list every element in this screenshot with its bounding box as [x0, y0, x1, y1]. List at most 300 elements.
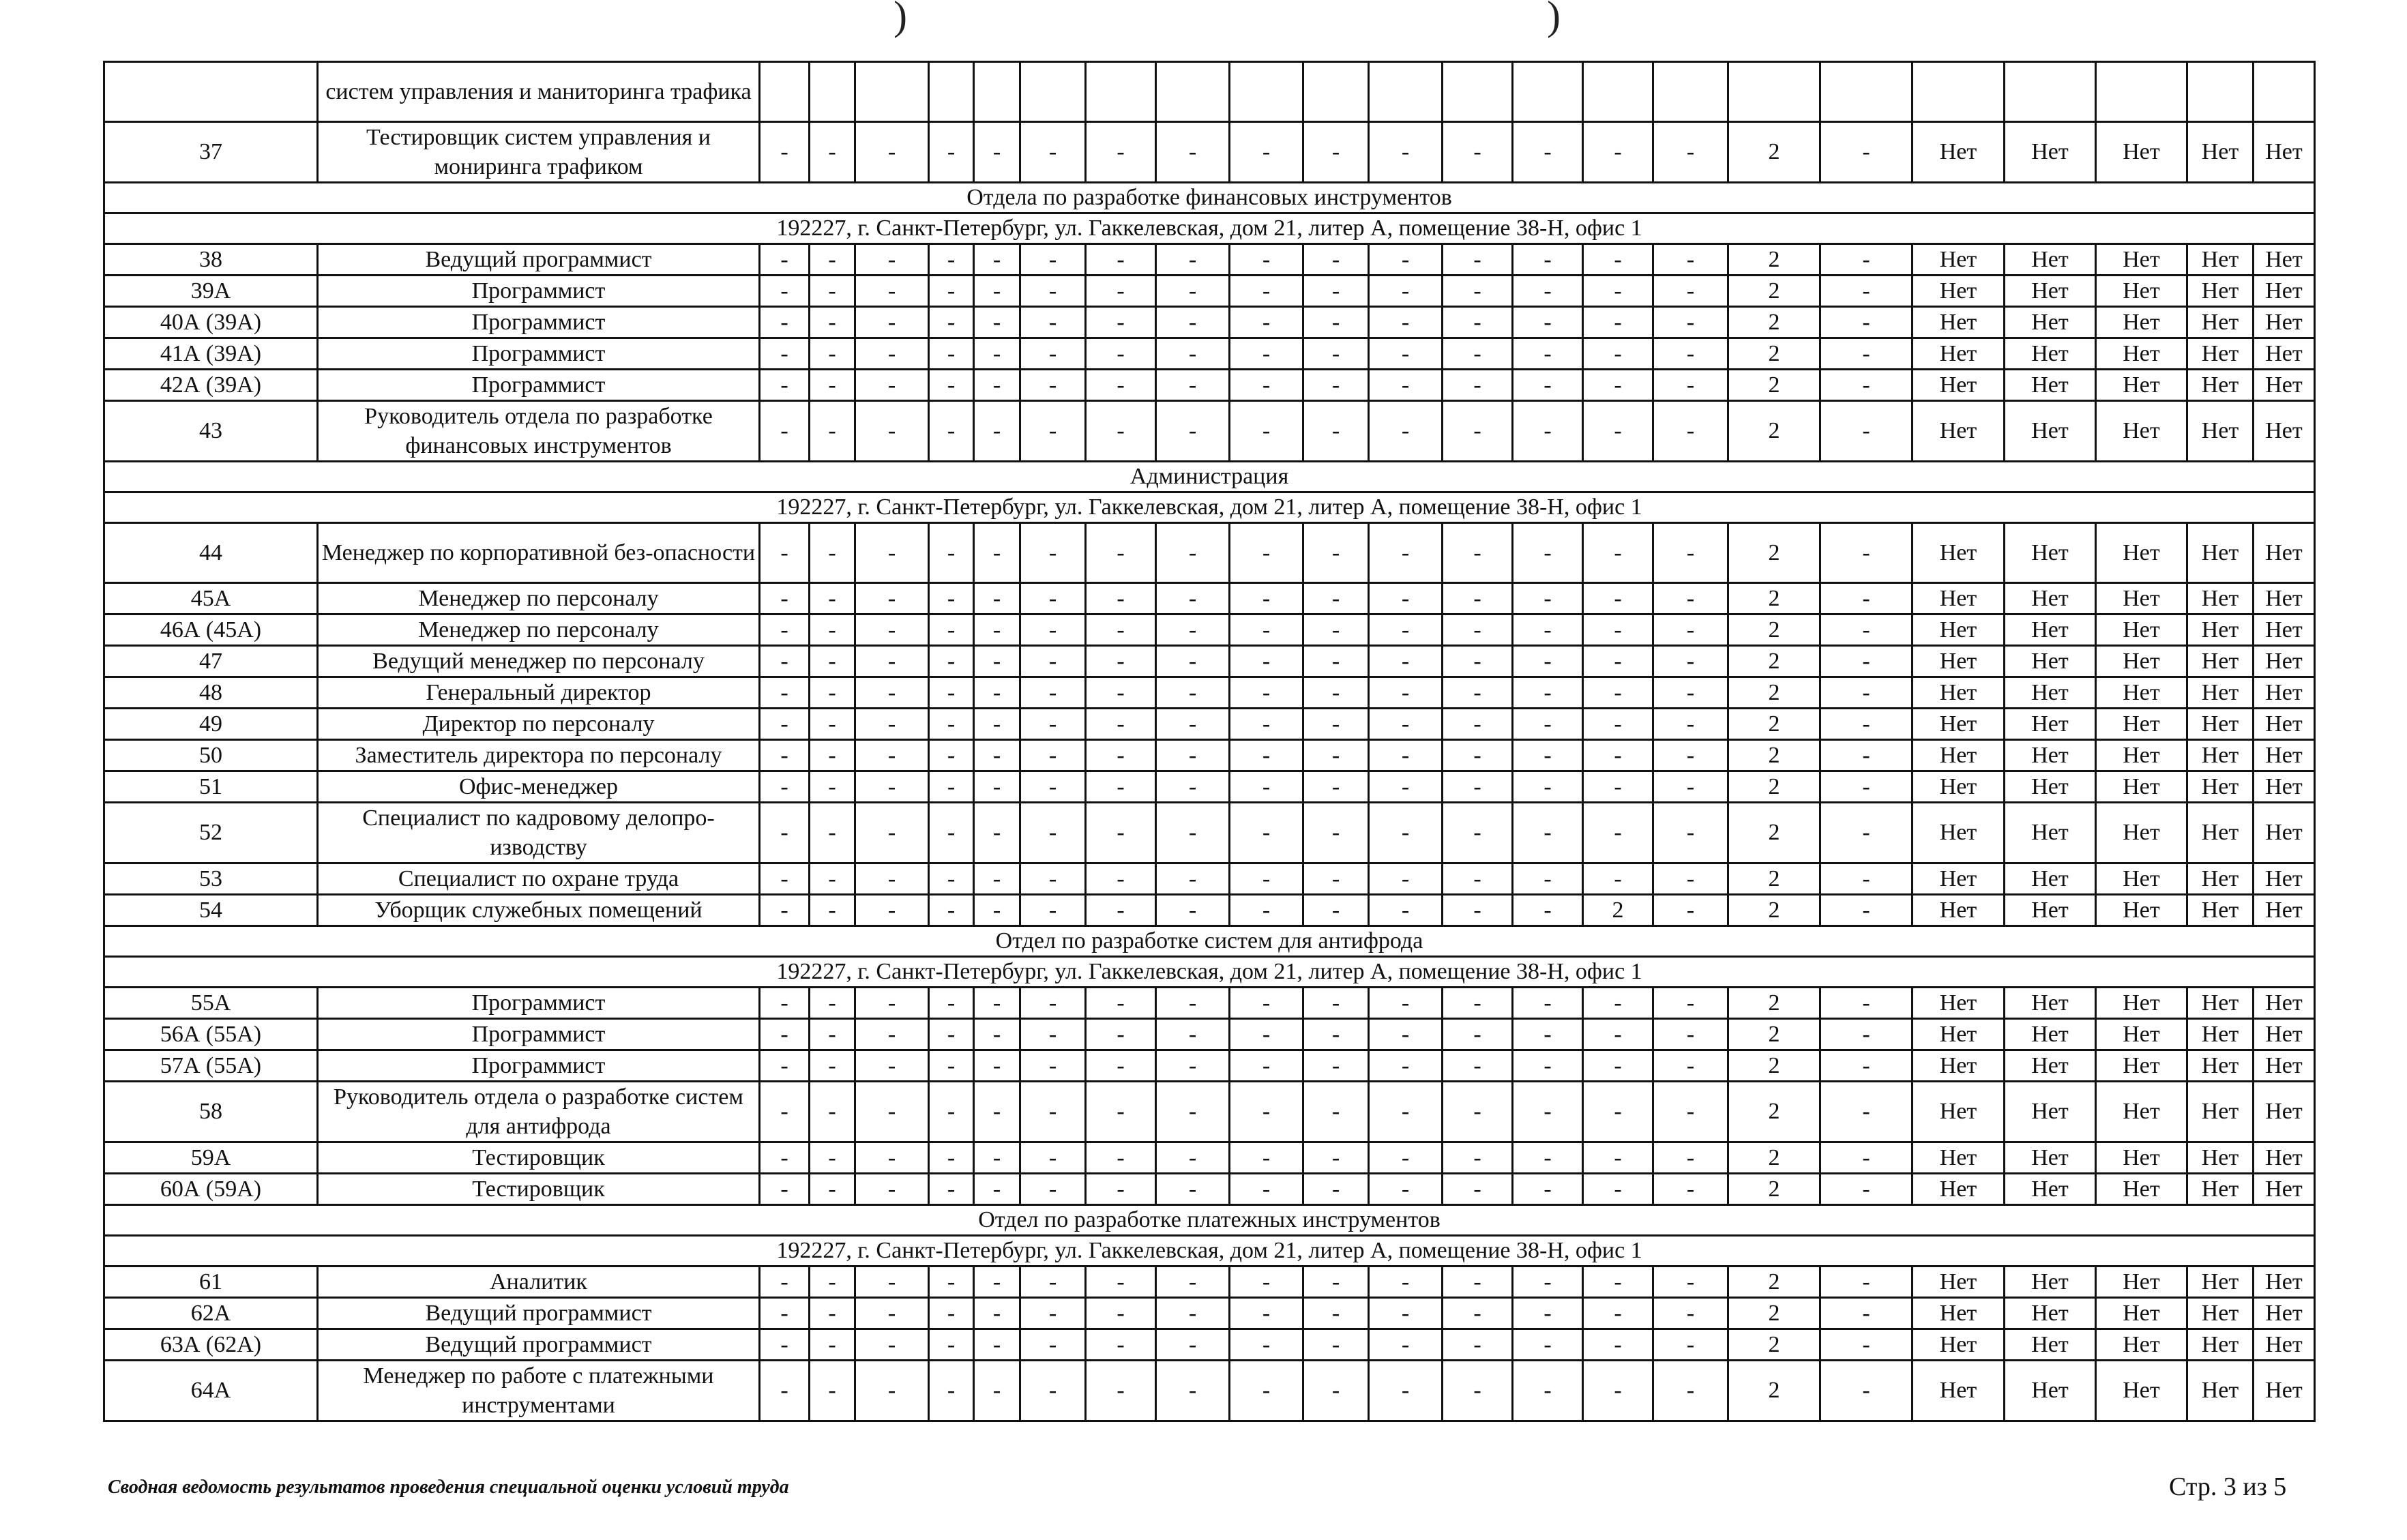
value-cell	[2005, 62, 2096, 122]
workplace-number: 51	[104, 771, 318, 803]
value-cell: Нет	[2187, 276, 2254, 307]
value-cell: -	[1369, 1267, 1443, 1298]
section-header-text: 192227, г. Санкт-Петербург, ул. Гаккелевская, дом 21, литер А, помещение 38-Н, офис 1	[104, 213, 2315, 244]
workplace-number: 46А (45А)	[104, 614, 318, 646]
assessment-table	[103, 61, 2316, 1422]
value-cell: -	[760, 1298, 810, 1329]
section-header-text: 192227, г. Санкт-Петербург, ул. Гаккелевская, дом 21, литер А, помещение 38-Н, офис 1	[104, 957, 2315, 988]
value-cell: -	[1156, 614, 1230, 646]
value-cell: -	[1086, 1019, 1156, 1050]
value-cell: -	[974, 646, 1020, 677]
value-cell: -	[810, 1050, 855, 1082]
value-cell: 2	[1728, 1298, 1820, 1329]
value-cell: -	[1820, 244, 1913, 276]
value-cell: -	[855, 1082, 929, 1142]
value-cell: -	[1513, 895, 1583, 926]
position-name: Ведущий менеджер по персоналу	[318, 646, 760, 677]
value-cell: 2	[1728, 122, 1820, 183]
value-cell: 2	[1728, 370, 1820, 401]
value-cell: -	[1369, 1050, 1443, 1082]
value-cell: -	[1443, 307, 1513, 338]
value-cell: -	[1156, 1361, 1230, 1421]
value-cell: Нет	[2187, 244, 2254, 276]
value-cell: -	[1230, 122, 1303, 183]
section-header-row	[104, 1205, 2315, 1236]
value-cell: -	[1230, 1267, 1303, 1298]
position-name: Менеджер по корпоративной без-опасности	[318, 523, 760, 583]
value-cell: -	[1443, 523, 1513, 583]
value-cell: -	[810, 614, 855, 646]
value-cell: Нет	[2254, 370, 2315, 401]
value-cell: -	[1513, 244, 1583, 276]
workplace-number: 58	[104, 1082, 318, 1142]
value-cell: Нет	[2096, 1019, 2187, 1050]
value-cell: Нет	[2096, 338, 2187, 370]
value-cell: -	[974, 709, 1020, 740]
value-cell: -	[1303, 401, 1369, 462]
value-cell: -	[1230, 646, 1303, 677]
value-cell: -	[1303, 1329, 1369, 1361]
value-cell	[974, 62, 1020, 122]
value-cell: Нет	[2254, 583, 2315, 614]
value-cell: -	[1230, 307, 1303, 338]
value-cell: -	[1086, 338, 1156, 370]
value-cell: Нет	[2096, 740, 2187, 771]
value-cell: -	[1086, 523, 1156, 583]
value-cell: -	[974, 1142, 1020, 1174]
value-cell: -	[855, 276, 929, 307]
workplace-number: 63А (62А)	[104, 1329, 318, 1361]
value-cell: -	[1820, 276, 1913, 307]
value-cell: -	[810, 1142, 855, 1174]
value-cell: -	[760, 1267, 810, 1298]
value-cell: Нет	[2096, 1329, 2187, 1361]
value-cell: -	[855, 583, 929, 614]
value-cell	[2187, 62, 2254, 122]
value-cell: -	[1443, 122, 1513, 183]
table-row	[104, 771, 2315, 803]
value-cell: -	[1303, 771, 1369, 803]
value-cell: -	[1303, 803, 1369, 863]
value-cell: -	[1230, 583, 1303, 614]
value-cell: -	[855, 646, 929, 677]
value-cell: -	[1020, 523, 1086, 583]
value-cell: Нет	[1913, 803, 2005, 863]
workplace-number: 43	[104, 401, 318, 462]
value-cell: -	[760, 803, 810, 863]
value-cell	[1303, 62, 1369, 122]
value-cell: -	[1020, 1267, 1086, 1298]
value-cell: -	[855, 895, 929, 926]
table-row	[104, 863, 2315, 895]
section-header-row	[104, 462, 2315, 492]
value-cell: -	[1230, 1361, 1303, 1421]
value-cell: -	[810, 523, 855, 583]
value-cell: -	[855, 1267, 929, 1298]
value-cell: -	[855, 677, 929, 709]
value-cell: -	[1653, 1050, 1728, 1082]
value-cell	[1913, 62, 2005, 122]
value-cell: -	[929, 895, 974, 926]
value-cell: -	[855, 1142, 929, 1174]
value-cell: -	[1369, 338, 1443, 370]
value-cell: Нет	[2096, 709, 2187, 740]
value-cell: -	[1583, 523, 1653, 583]
value-cell: -	[1086, 122, 1156, 183]
workplace-number: 62А	[104, 1298, 318, 1329]
value-cell: Нет	[1913, 1267, 2005, 1298]
value-cell: Нет	[2187, 1329, 2254, 1361]
value-cell: -	[760, 122, 810, 183]
value-cell: Нет	[2096, 677, 2187, 709]
value-cell: -	[1653, 803, 1728, 863]
table-row	[104, 523, 2315, 583]
value-cell: -	[760, 740, 810, 771]
position-name: Офис-менеджер	[318, 771, 760, 803]
value-cell: -	[1369, 1019, 1443, 1050]
value-cell: -	[1820, 1298, 1913, 1329]
workplace-number: 47	[104, 646, 318, 677]
value-cell: Нет	[1913, 401, 2005, 462]
value-cell: -	[855, 771, 929, 803]
value-cell: -	[1653, 1329, 1728, 1361]
value-cell: -	[1583, 1298, 1653, 1329]
value-cell: -	[1820, 740, 1913, 771]
workplace-number: 57А (55А)	[104, 1050, 318, 1082]
value-cell: -	[1653, 583, 1728, 614]
value-cell: Нет	[2187, 523, 2254, 583]
position-name: систем управления и маниторинга трафика	[318, 62, 760, 122]
value-cell: -	[929, 338, 974, 370]
value-cell: -	[1653, 895, 1728, 926]
value-cell: -	[1303, 276, 1369, 307]
value-cell: Нет	[2005, 677, 2096, 709]
value-cell: -	[974, 244, 1020, 276]
table-row	[104, 1082, 2315, 1142]
value-cell: -	[810, 988, 855, 1019]
value-cell: -	[1583, 1019, 1653, 1050]
position-name: Аналитик	[318, 1267, 760, 1298]
value-cell: -	[1443, 709, 1513, 740]
value-cell: Нет	[2187, 803, 2254, 863]
value-cell: Нет	[2254, 895, 2315, 926]
value-cell: -	[974, 401, 1020, 462]
value-cell: -	[1513, 1050, 1583, 1082]
value-cell: -	[1443, 401, 1513, 462]
value-cell: -	[1303, 646, 1369, 677]
value-cell: -	[810, 244, 855, 276]
value-cell: Нет	[1913, 1019, 2005, 1050]
value-cell: -	[1156, 740, 1230, 771]
workplace-number: 49	[104, 709, 318, 740]
workplace-number: 52	[104, 803, 318, 863]
value-cell: Нет	[1913, 307, 2005, 338]
value-cell: Нет	[2254, 740, 2315, 771]
value-cell: -	[1583, 803, 1653, 863]
table-row	[104, 370, 2315, 401]
value-cell: -	[1653, 1174, 1728, 1205]
value-cell: -	[1086, 709, 1156, 740]
section-header-text: Администрация	[104, 462, 2315, 492]
value-cell: -	[1583, 863, 1653, 895]
value-cell: Нет	[2096, 803, 2187, 863]
position-name: Менеджер по персоналу	[318, 583, 760, 614]
value-cell: -	[1513, 988, 1583, 1019]
value-cell: -	[1369, 646, 1443, 677]
value-cell: -	[1513, 709, 1583, 740]
value-cell: -	[1156, 1174, 1230, 1205]
value-cell: Нет	[2187, 614, 2254, 646]
position-name: Генеральный директор	[318, 677, 760, 709]
value-cell: -	[1513, 583, 1583, 614]
section-header-text: 192227, г. Санкт-Петербург, ул. Гаккелевская, дом 21, литер А, помещение 38-Н, офис 1	[104, 492, 2315, 523]
value-cell: -	[974, 1174, 1020, 1205]
value-cell: Нет	[2254, 1361, 2315, 1421]
value-cell: Нет	[2005, 1174, 2096, 1205]
table-row	[104, 583, 2315, 614]
value-cell: -	[974, 803, 1020, 863]
value-cell: -	[1513, 1329, 1583, 1361]
value-cell: -	[1020, 771, 1086, 803]
footer-page-number: Стр. 3 из 5	[2169, 1472, 2287, 1501]
value-cell: -	[1156, 276, 1230, 307]
position-name: Тестировщик	[318, 1174, 760, 1205]
workplace-number: 61	[104, 1267, 318, 1298]
position-name: Менеджер по персоналу	[318, 614, 760, 646]
value-cell: -	[810, 307, 855, 338]
position-name: Ведущий программист	[318, 1329, 760, 1361]
value-cell: -	[974, 1082, 1020, 1142]
value-cell: -	[760, 276, 810, 307]
section-header-text: 192227, г. Санкт-Петербург, ул. Гаккелевская, дом 21, литер А, помещение 38-Н, офис 1	[104, 1236, 2315, 1267]
value-cell: -	[1230, 803, 1303, 863]
value-cell: -	[1513, 1019, 1583, 1050]
value-cell	[1653, 62, 1728, 122]
value-cell: -	[1820, 1174, 1913, 1205]
value-cell: -	[810, 401, 855, 462]
value-cell: -	[1583, 1329, 1653, 1361]
value-cell: -	[974, 614, 1020, 646]
value-cell: -	[1820, 646, 1913, 677]
table-row	[104, 1142, 2315, 1174]
value-cell: Нет	[1913, 122, 2005, 183]
value-cell: -	[1020, 614, 1086, 646]
table-row	[104, 122, 2315, 183]
value-cell: -	[1230, 1019, 1303, 1050]
value-cell: -	[1303, 122, 1369, 183]
value-cell: -	[974, 1361, 1020, 1421]
table-body	[104, 62, 2315, 1421]
value-cell	[929, 62, 974, 122]
value-cell: -	[1303, 1142, 1369, 1174]
value-cell: -	[1369, 740, 1443, 771]
value-cell: -	[1303, 583, 1369, 614]
value-cell: -	[1513, 1267, 1583, 1298]
value-cell: -	[1443, 276, 1513, 307]
value-cell: -	[1443, 677, 1513, 709]
value-cell: -	[760, 370, 810, 401]
value-cell: Нет	[2254, 1174, 2315, 1205]
value-cell: -	[1369, 863, 1443, 895]
value-cell: -	[974, 1298, 1020, 1329]
value-cell: -	[760, 307, 810, 338]
value-cell: -	[1443, 1019, 1513, 1050]
value-cell: -	[1443, 1082, 1513, 1142]
value-cell: Нет	[2005, 1298, 2096, 1329]
table-row	[104, 988, 2315, 1019]
value-cell: -	[1230, 1298, 1303, 1329]
value-cell: -	[1303, 1019, 1369, 1050]
workplace-number: 54	[104, 895, 318, 926]
value-cell: -	[855, 1050, 929, 1082]
value-cell: -	[1369, 988, 1443, 1019]
value-cell: Нет	[1913, 276, 2005, 307]
position-name: Программист	[318, 1050, 760, 1082]
value-cell: Нет	[2187, 988, 2254, 1019]
table-row	[104, 709, 2315, 740]
table-row	[104, 1174, 2315, 1205]
value-cell: -	[1303, 614, 1369, 646]
value-cell: -	[855, 863, 929, 895]
value-cell: 2	[1728, 988, 1820, 1019]
value-cell: -	[1086, 1298, 1156, 1329]
position-name: Программист	[318, 370, 760, 401]
value-cell: -	[810, 771, 855, 803]
value-cell: -	[1303, 307, 1369, 338]
value-cell: Нет	[2254, 1298, 2315, 1329]
value-cell: Нет	[2005, 1082, 2096, 1142]
value-cell: -	[1820, 803, 1913, 863]
value-cell: -	[1156, 1082, 1230, 1142]
value-cell: Нет	[2187, 1174, 2254, 1205]
value-cell: Нет	[2096, 1050, 2187, 1082]
value-cell: -	[974, 988, 1020, 1019]
value-cell: Нет	[2096, 401, 2187, 462]
value-cell: -	[929, 614, 974, 646]
value-cell: -	[1086, 244, 1156, 276]
value-cell: -	[1230, 988, 1303, 1019]
value-cell: -	[855, 1019, 929, 1050]
value-cell: Нет	[2096, 895, 2187, 926]
value-cell: -	[974, 863, 1020, 895]
table-row	[104, 276, 2315, 307]
value-cell: -	[1156, 1019, 1230, 1050]
table-row	[104, 307, 2315, 338]
value-cell: -	[1303, 988, 1369, 1019]
value-cell: Нет	[1913, 1329, 2005, 1361]
value-cell: -	[1583, 307, 1653, 338]
value-cell: 2	[1728, 244, 1820, 276]
value-cell: Нет	[2005, 863, 2096, 895]
value-cell: -	[1230, 1082, 1303, 1142]
table-row	[104, 401, 2315, 462]
value-cell: Нет	[2096, 988, 2187, 1019]
value-cell: Нет	[2187, 709, 2254, 740]
value-cell: -	[1230, 370, 1303, 401]
value-cell: -	[1653, 771, 1728, 803]
value-cell: -	[1443, 244, 1513, 276]
section-header-row	[104, 957, 2315, 988]
value-cell: -	[1653, 370, 1728, 401]
value-cell: -	[974, 895, 1020, 926]
value-cell: -	[1583, 614, 1653, 646]
value-cell: -	[855, 122, 929, 183]
value-cell: -	[974, 583, 1020, 614]
value-cell: -	[1820, 1019, 1913, 1050]
value-cell: -	[1443, 771, 1513, 803]
value-cell	[1020, 62, 1086, 122]
value-cell: Нет	[2254, 863, 2315, 895]
value-cell: -	[1086, 614, 1156, 646]
value-cell: Нет	[2254, 803, 2315, 863]
value-cell: -	[760, 244, 810, 276]
value-cell: -	[1653, 401, 1728, 462]
value-cell: -	[760, 1174, 810, 1205]
value-cell: 2	[1728, 1142, 1820, 1174]
value-cell: Нет	[2254, 122, 2315, 183]
value-cell: Нет	[2005, 646, 2096, 677]
value-cell: -	[1369, 1329, 1443, 1361]
value-cell: -	[760, 1082, 810, 1142]
value-cell: -	[855, 1329, 929, 1361]
value-cell: Нет	[2005, 1050, 2096, 1082]
value-cell: Нет	[2005, 1267, 2096, 1298]
value-cell: Нет	[2254, 709, 2315, 740]
value-cell: -	[1020, 1329, 1086, 1361]
value-cell: -	[1369, 1298, 1443, 1329]
value-cell: -	[929, 1050, 974, 1082]
value-cell: -	[1020, 740, 1086, 771]
value-cell: -	[855, 307, 929, 338]
value-cell	[1443, 62, 1513, 122]
value-cell: -	[1230, 244, 1303, 276]
value-cell: Нет	[2005, 276, 2096, 307]
value-cell: -	[1086, 988, 1156, 1019]
value-cell: -	[1303, 1082, 1369, 1142]
value-cell: -	[760, 709, 810, 740]
value-cell: -	[929, 771, 974, 803]
value-cell: -	[1583, 583, 1653, 614]
value-cell: -	[1086, 646, 1156, 677]
value-cell: -	[1020, 1142, 1086, 1174]
value-cell: -	[974, 338, 1020, 370]
value-cell: -	[1820, 1329, 1913, 1361]
value-cell: -	[929, 1174, 974, 1205]
value-cell: Нет	[1913, 1142, 2005, 1174]
value-cell: Нет	[1913, 523, 2005, 583]
value-cell: Нет	[2096, 771, 2187, 803]
position-name: Руководитель отдела по разработке финансовых инструментов	[318, 401, 760, 462]
value-cell: -	[1653, 677, 1728, 709]
value-cell: Нет	[2254, 307, 2315, 338]
value-cell: -	[810, 895, 855, 926]
value-cell: -	[1653, 338, 1728, 370]
value-cell: -	[760, 895, 810, 926]
value-cell: -	[855, 1174, 929, 1205]
value-cell: -	[1086, 740, 1156, 771]
value-cell: -	[1303, 338, 1369, 370]
value-cell: -	[1230, 740, 1303, 771]
position-name: Менеджер по работе с платежными инструментами	[318, 1361, 760, 1421]
value-cell: Нет	[2005, 1361, 2096, 1421]
position-name: Тестировщик систем управления и мониринга трафиком	[318, 122, 760, 183]
value-cell: -	[1303, 863, 1369, 895]
value-cell: -	[760, 1361, 810, 1421]
value-cell: Нет	[1913, 677, 2005, 709]
value-cell: -	[760, 771, 810, 803]
value-cell: -	[1369, 276, 1443, 307]
value-cell: Нет	[2187, 771, 2254, 803]
